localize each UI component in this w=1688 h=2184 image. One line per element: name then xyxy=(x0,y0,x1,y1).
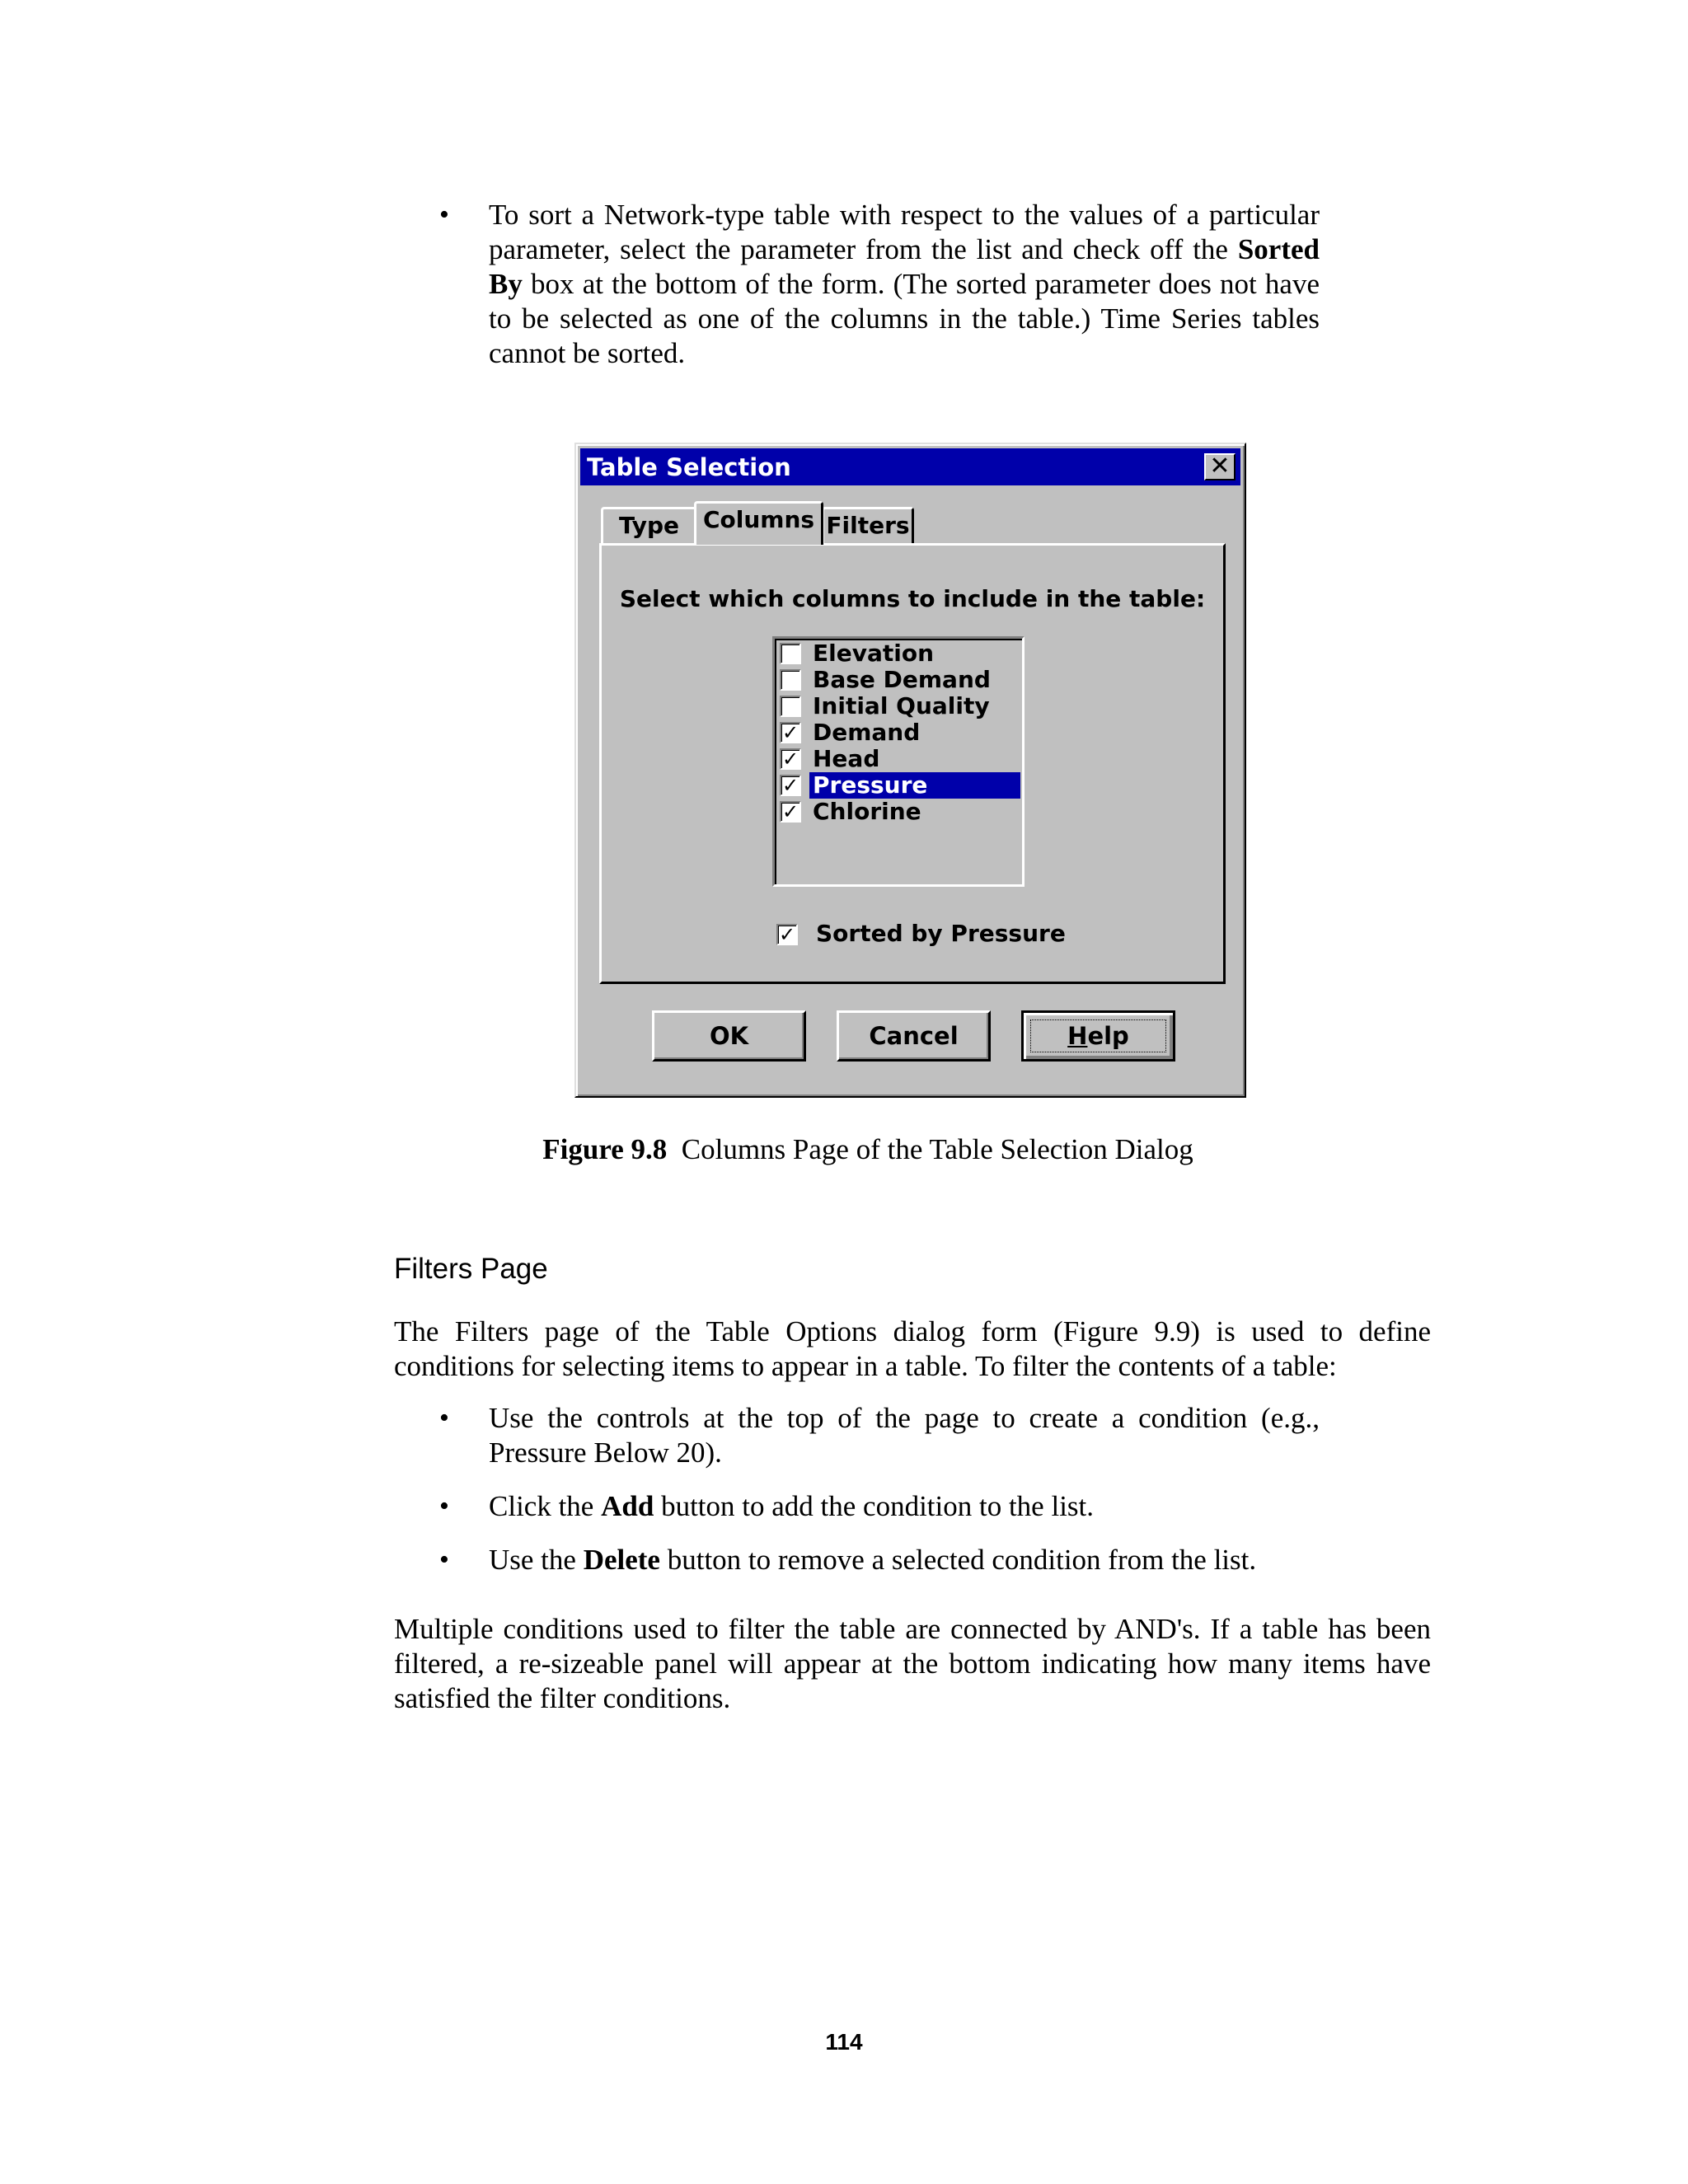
ok-button[interactable]: OK xyxy=(652,1010,806,1062)
filters-intro-paragraph: The Filters page of the Table Options dialog form (Figure 9.9) is used to define conditions for selecting items to appear in a table. To filter the contents of a table: xyxy=(394,1315,1431,1382)
columns-listbox[interactable] xyxy=(772,636,1025,887)
help-button[interactable] xyxy=(1021,1010,1175,1062)
focus-rectangle xyxy=(1030,1019,1166,1052)
list-item[interactable] xyxy=(778,799,1020,825)
sort-bullet-part1: To sort a Network-type table with respect to the values of a particular parameter, select the parameter from the list and check off the xyxy=(489,199,1320,265)
sorted-by-label: Sorted by Pressure xyxy=(816,920,1066,947)
help-mnemonic: H xyxy=(1067,1022,1088,1050)
tab-filters-label: Filters xyxy=(826,512,910,539)
tab-columns-label: Columns xyxy=(702,506,815,533)
column-label: Head xyxy=(813,745,880,772)
list-item[interactable] xyxy=(778,667,1020,693)
sorted-by-checkbox[interactable]: ✓ xyxy=(776,924,798,945)
bullet-marker: • xyxy=(439,1403,449,1433)
filter-bullet-1-text: Use the controls at the top of the page to create a condition (e.g., Pressure Below 20). xyxy=(489,1402,1320,1469)
filter-bullet-2-pre: Click the xyxy=(489,1490,602,1522)
checkbox-head[interactable]: ✓ xyxy=(780,748,801,770)
sorted-by-option[interactable] xyxy=(775,921,1104,949)
dialog-title: Table Selection xyxy=(587,453,791,481)
filter-bullet-3 xyxy=(489,1543,1395,1577)
list-item[interactable] xyxy=(778,746,1020,772)
figure-label: Figure 9.8 xyxy=(542,1133,668,1165)
list-item[interactable] xyxy=(778,640,1020,667)
table-selection-dialog xyxy=(574,443,1246,1098)
tab-type-label: Type xyxy=(618,512,680,539)
add-term: Add xyxy=(601,1490,654,1522)
dialog-title-bar xyxy=(580,448,1240,485)
columns-page-panel xyxy=(599,543,1226,984)
filter-bullet-2-post: button to add the condition to the list. xyxy=(654,1490,1095,1522)
figure-caption xyxy=(0,1132,1688,1167)
sort-bullet-part2: box at the bottom of the form. (The sorted parameter does not have to be selected as one of the columns in the table.) Time Series tables cannot be sorted. xyxy=(489,268,1320,369)
filter-bullet-2 xyxy=(489,1489,1395,1524)
list-item[interactable] xyxy=(778,719,1020,746)
delete-term: Delete xyxy=(583,1544,660,1576)
figure-caption-text: Columns Page of the Table Selection Dialog xyxy=(681,1133,1193,1165)
sort-bullet-text xyxy=(489,198,1320,371)
list-item-selected[interactable] xyxy=(778,772,1020,799)
column-label: Elevation xyxy=(813,640,935,667)
bullet-marker: • xyxy=(439,1491,449,1521)
help-label-rest: elp xyxy=(1087,1022,1129,1050)
column-label: Pressure xyxy=(809,772,1020,799)
filter-bullet-3-post: button to remove a selected condition from the list. xyxy=(659,1544,1257,1576)
filter-bullet-1 xyxy=(489,1401,1320,1470)
bullet-marker: • xyxy=(439,199,449,230)
column-label: Demand xyxy=(813,719,921,746)
page-number: 114 xyxy=(825,2029,863,2055)
list-item[interactable] xyxy=(778,693,1020,719)
bullet-marker: • xyxy=(439,1544,449,1575)
checkbox-chlorine[interactable]: ✓ xyxy=(780,801,801,823)
tab-filters[interactable] xyxy=(822,507,914,543)
close-icon[interactable]: ✕ xyxy=(1204,453,1236,480)
cancel-button[interactable]: Cancel xyxy=(837,1010,991,1062)
tab-type[interactable] xyxy=(601,507,697,543)
columns-prompt: Select which columns to include in the table: xyxy=(619,585,1206,612)
filter-bullet-3-pre: Use the xyxy=(489,1544,584,1576)
checkbox-demand[interactable]: ✓ xyxy=(780,722,801,743)
checkbox-elevation[interactable] xyxy=(780,643,801,664)
section-heading: Filters Page xyxy=(394,1253,548,1285)
tab-columns[interactable] xyxy=(694,501,823,545)
sorted-by-term: Sorted By xyxy=(489,233,1320,300)
closing-paragraph: Multiple conditions used to filter the table are connected by AND's. If a table has been filtered, a re-sizeable panel will appear at the bottom indicating how many items have satisfied the filter conditions. xyxy=(394,1613,1431,1714)
column-label: Chlorine xyxy=(813,798,921,825)
column-label: Initial Quality xyxy=(813,692,990,719)
checkbox-pressure[interactable]: ✓ xyxy=(780,775,801,796)
checkbox-initial-quality[interactable] xyxy=(780,696,801,717)
checkbox-base-demand[interactable] xyxy=(780,669,801,691)
column-label: Base Demand xyxy=(813,666,991,693)
